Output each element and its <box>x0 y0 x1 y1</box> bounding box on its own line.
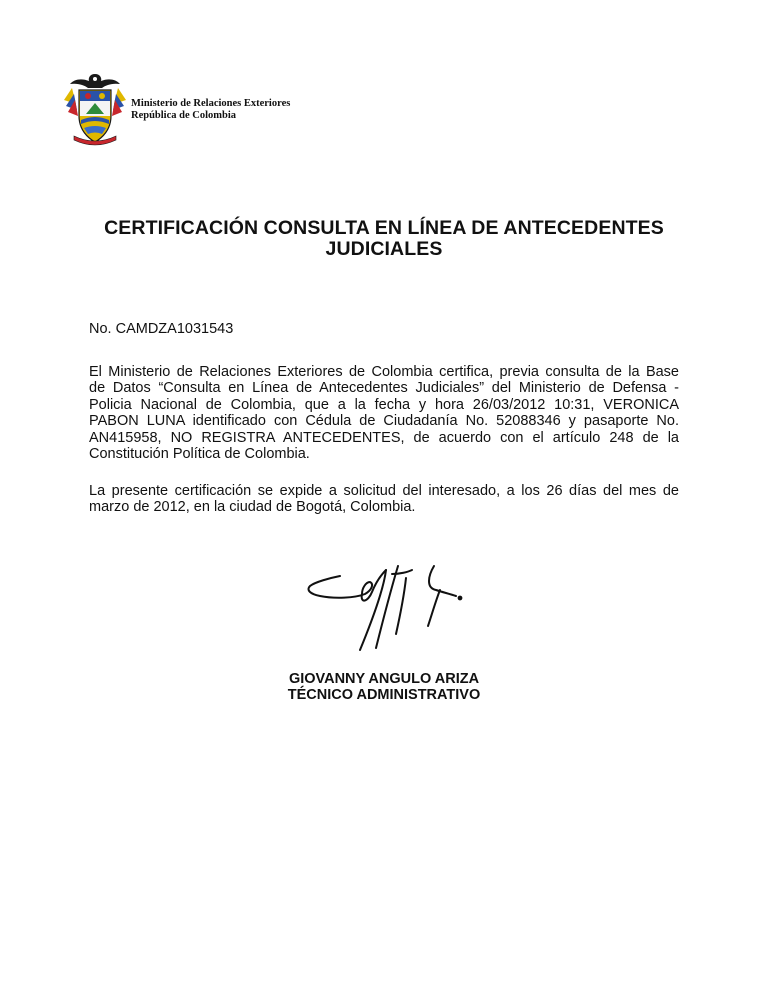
certificate-number: No. CAMDZA1031543 <box>89 321 234 337</box>
paragraph-line: marzo de 2012, en la ciudad de Bogotá, Colombia. <box>89 499 416 516</box>
paragraph-line: Constitución Política de Colombia. <box>89 446 310 463</box>
document-title <box>80 218 688 260</box>
issuance-paragraph <box>89 483 679 516</box>
certification-paragraph <box>89 364 679 462</box>
paragraph-line: de Datos “Consulta en Línea de Antecedentes Judiciales” del Ministerio de Defensa - <box>89 380 679 397</box>
signer-position: TÉCNICO ADMINISTRATIVO <box>287 687 481 703</box>
paragraph-line: Policia Nacional de Colombia, que a la fecha y hora 26/03/2012 10:31, VERONICA <box>89 396 679 413</box>
handwritten-signature <box>300 556 470 656</box>
country-name: República de Colombia <box>131 110 237 121</box>
signer-name: GIOVANNY ANGULO ARIZA <box>288 671 480 687</box>
ministry-heading <box>131 98 290 122</box>
ministry-name: Ministerio de Relaciones Exteriores <box>131 98 291 109</box>
title-line-1: CERTIFICACIÓN CONSULTA EN LÍNEA DE ANTECEDENTES <box>104 217 664 239</box>
paragraph-line: El Ministerio de Relaciones Exteriores de Colombia certifica, previa consulta de la Base <box>89 364 679 380</box>
signer-block <box>234 671 534 703</box>
paragraph-line: La presente certificación se expide a solicitud del interesado, a los 26 días del mes de <box>89 483 679 499</box>
paragraph-line: PABON LUNA identificado con Cédula de Ciudadanía No. 52088346 y pasaporte No. <box>89 413 679 430</box>
coat-of-arms-icon <box>62 70 128 146</box>
title-line-2: JUDICIALES <box>325 238 443 260</box>
paragraph-line: AN415958, NO REGISTRA ANTECEDENTES, de acuerdo con el artículo 248 de la <box>89 429 679 446</box>
